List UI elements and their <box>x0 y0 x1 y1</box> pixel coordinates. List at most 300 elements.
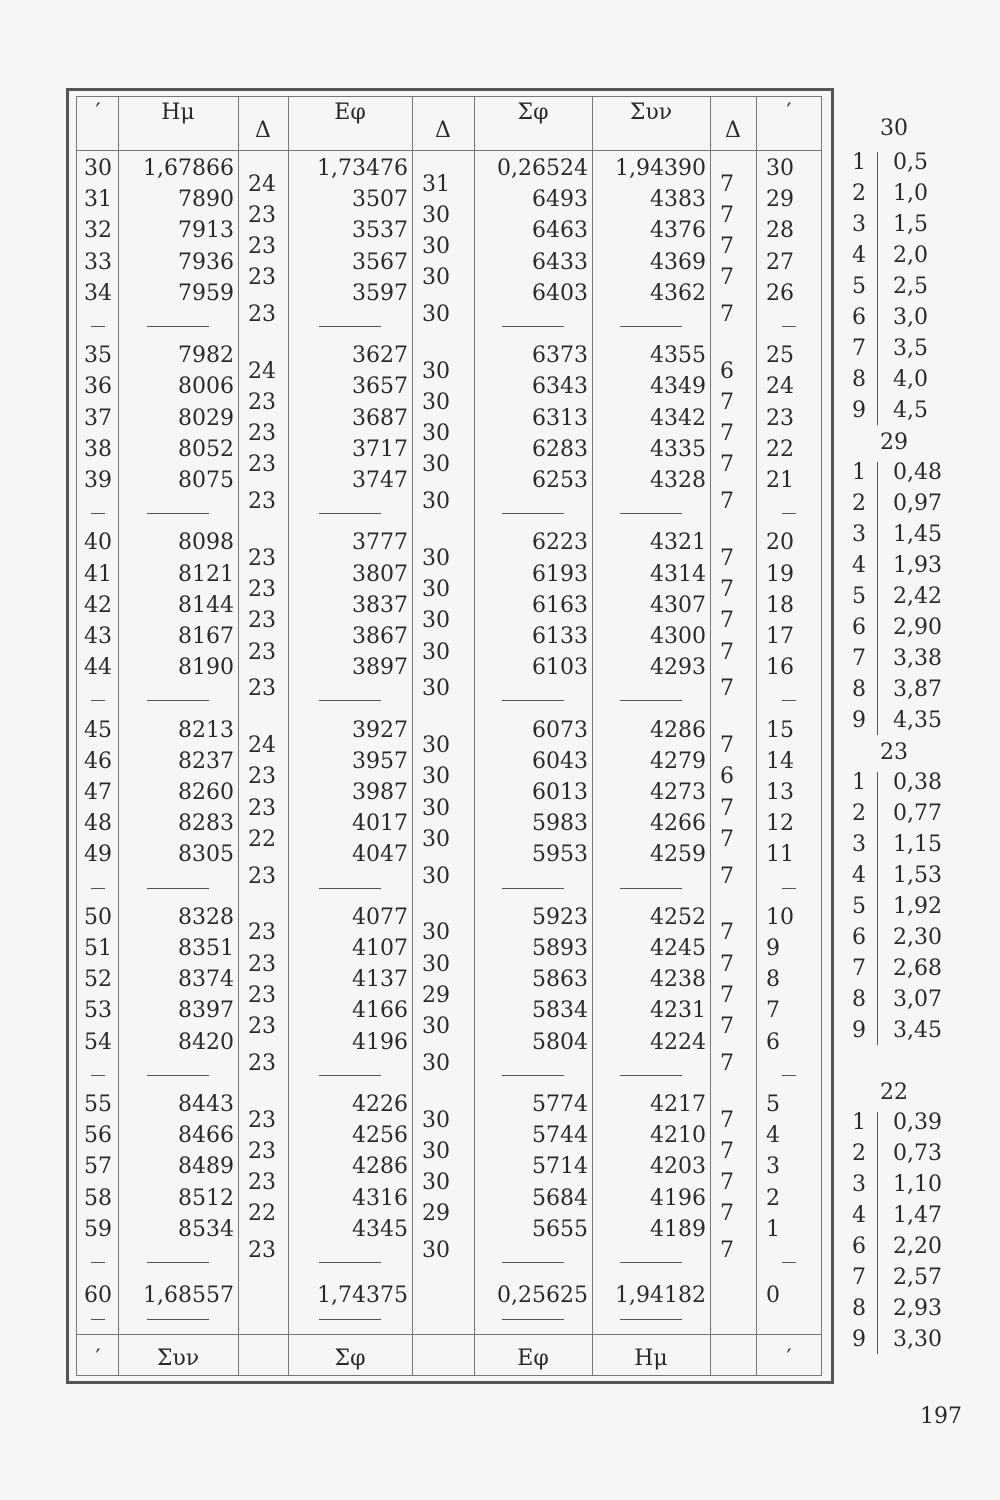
separator-dash <box>91 326 105 327</box>
cosine-value: 4189 <box>650 1216 706 1242</box>
separator-dash <box>502 1262 564 1263</box>
cotangent-value: 6223 <box>532 530 588 556</box>
tangent-difference: 29 <box>422 1201 450 1227</box>
tangent-value: 3507 <box>352 187 408 213</box>
pp-value: 0,73 <box>893 1141 942 1166</box>
cosine-difference: 7 <box>720 1170 734 1195</box>
cosine-value: 4321 <box>650 530 706 556</box>
row-minute-complement: 30 <box>766 156 794 181</box>
separator-dash <box>147 700 209 701</box>
cotangent-value: 6463 <box>532 218 588 244</box>
row-minute: 40 <box>84 530 112 556</box>
row-minute: 31 <box>84 187 112 213</box>
tangent-value: 4047 <box>352 842 408 868</box>
cotangent-value: 6073 <box>532 717 588 743</box>
cotangent-value: 5655 <box>532 1216 588 1242</box>
sine-difference: 23 <box>248 489 276 515</box>
pp-index: 4 <box>852 1203 866 1228</box>
cotangent-value: 6373 <box>532 343 588 369</box>
cosine-difference: 7 <box>720 733 734 759</box>
pp-index: 5 <box>852 894 866 919</box>
cotangent-value: 6313 <box>532 405 588 431</box>
tangent-value: 4196 <box>352 1029 408 1055</box>
sine-difference: 23 <box>248 795 276 821</box>
cotangent-value: 6253 <box>532 468 588 493</box>
tangent-value: 4166 <box>352 998 408 1024</box>
cotangent-value: 5834 <box>532 998 588 1024</box>
separator-dash <box>147 326 209 327</box>
pp-index: 3 <box>852 1172 866 1197</box>
cosine-difference: 7 <box>720 1201 734 1227</box>
pp-index: 9 <box>852 708 866 733</box>
sine-difference: 23 <box>248 920 276 946</box>
tangent-value: 1,73476 <box>317 156 408 181</box>
cosine-difference: 7 <box>720 202 734 228</box>
column-header-top: ′ <box>95 100 101 125</box>
pp-value: 1,45 <box>893 522 942 547</box>
cosine-value: 4376 <box>650 218 706 244</box>
pp-index: 8 <box>852 1296 866 1321</box>
row-minute-complement: 1 <box>766 1216 780 1242</box>
separator-dash <box>502 326 564 327</box>
tangent-value: 3687 <box>352 405 408 431</box>
sine-difference: 23 <box>248 421 276 447</box>
cosine-difference: 7 <box>720 920 734 946</box>
separator-dash <box>319 888 381 889</box>
row-minute-complement: 25 <box>766 343 794 369</box>
pp-value: 2,5 <box>893 274 928 299</box>
cosine-difference: 7 <box>720 234 734 259</box>
cotangent-value: 6283 <box>532 436 588 462</box>
row-minute: 60 <box>84 1283 112 1308</box>
tangent-value: 3537 <box>352 218 408 244</box>
row-minute: 35 <box>84 343 112 369</box>
tangent-value: 4107 <box>352 936 408 961</box>
pp-index: 3 <box>852 832 866 857</box>
column-header-top: Δ <box>255 118 271 143</box>
column-separator <box>474 96 475 1376</box>
cosine-difference: 7 <box>720 421 734 447</box>
tangent-value: 4137 <box>352 967 408 993</box>
pp-index: 6 <box>852 1234 866 1259</box>
cosine-value: 4335 <box>650 436 706 462</box>
row-minute-complement: 17 <box>766 624 794 649</box>
pp-value: 1,93 <box>893 553 942 578</box>
tangent-difference: 30 <box>422 265 450 291</box>
pp-value: 3,5 <box>893 336 928 361</box>
column-header-top: ′ <box>786 100 792 125</box>
tangent-value: 3927 <box>352 717 408 743</box>
tangent-difference: 30 <box>422 421 450 447</box>
separator-dash <box>502 700 564 701</box>
sine-value: 7890 <box>178 187 234 213</box>
cosine-value: 4279 <box>650 748 706 774</box>
cotangent-value: 5983 <box>532 811 588 837</box>
tangent-difference: 30 <box>422 358 450 384</box>
pp-index: 8 <box>852 987 866 1012</box>
cotangent-value: 6193 <box>532 561 588 587</box>
page-number: 197 <box>920 1404 962 1429</box>
sine-value: 1,67866 <box>143 156 234 181</box>
sine-value: 7913 <box>178 218 234 244</box>
cotangent-value: 6343 <box>532 374 588 400</box>
pp-value: 0,48 <box>893 460 942 485</box>
header-rule <box>76 150 822 151</box>
cosine-value: 4349 <box>650 374 706 400</box>
separator-dash <box>319 326 381 327</box>
tangent-difference: 30 <box>422 1238 450 1263</box>
pp-index: 1 <box>852 770 866 795</box>
sine-value: 8420 <box>178 1029 234 1055</box>
sine-difference: 23 <box>248 764 276 790</box>
cosine-value: 1,94182 <box>615 1283 706 1308</box>
cosine-value: 4369 <box>650 249 706 275</box>
sine-value: 1,68557 <box>143 1283 234 1308</box>
pp-value: 3,30 <box>893 1327 942 1352</box>
cosine-difference: 7 <box>720 265 734 291</box>
cosine-value: 4307 <box>650 592 706 618</box>
column-separator <box>756 96 757 1376</box>
cosine-difference: 7 <box>720 676 734 702</box>
tangent-value: 3627 <box>352 343 408 369</box>
tangent-value: 3747 <box>352 468 408 493</box>
pp-value: 1,10 <box>893 1172 942 1197</box>
cosine-difference: 7 <box>720 1238 734 1263</box>
row-minute-complement: 23 <box>766 405 794 431</box>
sine-value: 8006 <box>178 374 234 400</box>
cotangent-value: 6103 <box>532 655 588 681</box>
pp-index: 3 <box>852 522 866 547</box>
cosine-difference: 7 <box>720 1138 734 1164</box>
sine-value: 8190 <box>178 655 234 681</box>
cotangent-value: 6043 <box>532 748 588 774</box>
cosine-value: 4293 <box>650 655 706 681</box>
cosine-value: 4355 <box>650 343 706 369</box>
row-minute: 38 <box>84 436 112 462</box>
tangent-value: 3867 <box>352 624 408 649</box>
pp-value: 3,0 <box>893 305 928 330</box>
pp-value: 0,97 <box>893 491 942 516</box>
sine-value: 8443 <box>178 1092 234 1117</box>
separator-dash <box>782 326 796 327</box>
row-minute-complement: 9 <box>766 936 780 961</box>
row-minute: 47 <box>84 780 112 805</box>
pp-value: 2,20 <box>893 1234 942 1259</box>
tangent-difference: 30 <box>422 795 450 821</box>
sine-value: 7959 <box>178 280 234 306</box>
row-minute: 37 <box>84 405 112 431</box>
tangent-difference: 30 <box>422 489 450 515</box>
tangent-value: 3897 <box>352 655 408 681</box>
pp-index: 6 <box>852 305 866 330</box>
pp-value: 4,5 <box>893 398 928 423</box>
cosine-value: 4362 <box>650 280 706 306</box>
separator-dash <box>147 1075 209 1076</box>
separator-dash <box>620 1075 682 1076</box>
cosine-value: 4286 <box>650 717 706 743</box>
cotangent-value: 0,25625 <box>497 1283 588 1308</box>
pp-rule <box>877 152 878 425</box>
tangent-difference: 30 <box>422 1014 450 1039</box>
row-minute-complement: 14 <box>766 748 794 774</box>
row-minute: 30 <box>84 156 112 181</box>
sine-difference: 23 <box>248 546 276 571</box>
sine-difference: 23 <box>248 1050 276 1076</box>
cotangent-value: 5804 <box>532 1029 588 1055</box>
sine-difference: 23 <box>248 1170 276 1195</box>
separator-dash <box>782 1075 796 1076</box>
pp-index: 7 <box>852 646 866 671</box>
cosine-difference: 7 <box>720 577 734 603</box>
separator-dash <box>147 888 209 889</box>
row-minute-complement: 26 <box>766 280 794 306</box>
pp-value: 2,0 <box>893 243 928 268</box>
tangent-value: 3837 <box>352 592 408 618</box>
cotangent-value: 6013 <box>532 780 588 805</box>
tangent-difference: 30 <box>422 608 450 634</box>
pp-value: 2,57 <box>893 1265 942 1290</box>
cosine-difference: 7 <box>720 546 734 571</box>
cosine-value: 4210 <box>650 1123 706 1149</box>
row-minute: 41 <box>84 561 112 587</box>
sine-value: 8328 <box>178 904 234 930</box>
cotangent-value: 5923 <box>532 904 588 930</box>
cosine-value: 4314 <box>650 561 706 587</box>
column-separator <box>118 96 119 1376</box>
row-minute: 34 <box>84 280 112 306</box>
row-minute-complement: 20 <box>766 530 794 556</box>
sine-difference: 23 <box>248 639 276 665</box>
row-minute-complement: 16 <box>766 655 794 681</box>
separator-dash <box>620 1319 682 1320</box>
row-minute-complement: 2 <box>766 1185 780 1211</box>
row-minute-complement: 24 <box>766 374 794 400</box>
separator-dash <box>502 888 564 889</box>
column-header-top: Δ <box>435 118 451 143</box>
row-minute: 57 <box>84 1154 112 1180</box>
separator-dash <box>782 888 796 889</box>
column-header-top: Σφ <box>517 100 549 125</box>
pp-value: 1,0 <box>893 181 928 206</box>
tangent-difference: 29 <box>422 982 450 1008</box>
sine-value: 8260 <box>178 780 234 805</box>
pp-index: 4 <box>852 243 866 268</box>
cosine-difference: 6 <box>720 764 734 790</box>
tangent-difference: 30 <box>422 1138 450 1164</box>
sine-value: 8052 <box>178 436 234 462</box>
tangent-difference: 30 <box>422 1107 450 1133</box>
separator-dash <box>91 1262 105 1263</box>
pp-value: 3,87 <box>893 677 942 702</box>
sine-difference: 23 <box>248 676 276 702</box>
row-minute: 53 <box>84 998 112 1024</box>
separator-dash <box>319 1075 381 1076</box>
row-minute: 42 <box>84 592 112 618</box>
sine-difference: 24 <box>248 358 276 384</box>
cosine-value: 4252 <box>650 904 706 930</box>
pp-index: 9 <box>852 398 866 423</box>
row-minute-complement: 21 <box>766 468 794 493</box>
pp-index: 7 <box>852 336 866 361</box>
cosine-difference: 7 <box>720 795 734 821</box>
sine-value: 8121 <box>178 561 234 587</box>
sine-value: 8213 <box>178 717 234 743</box>
cotangent-value: 5953 <box>532 842 588 868</box>
column-header-bottom: ′ <box>95 1346 101 1371</box>
cotangent-value: 5714 <box>532 1154 588 1180</box>
pp-index: 7 <box>852 1265 866 1290</box>
tangent-difference: 30 <box>422 452 450 478</box>
tangent-value: 3987 <box>352 780 408 805</box>
sine-value: 8534 <box>178 1216 234 1242</box>
row-minute: 51 <box>84 936 112 961</box>
cosine-value: 4342 <box>650 405 706 431</box>
cosine-value: 4224 <box>650 1029 706 1055</box>
tangent-value: 3957 <box>352 748 408 774</box>
pp-value: 2,30 <box>893 925 942 950</box>
pp-index: 5 <box>852 274 866 299</box>
sine-difference: 23 <box>248 951 276 977</box>
separator-dash <box>502 1075 564 1076</box>
separator-dash <box>91 513 105 514</box>
cosine-difference: 7 <box>720 1014 734 1039</box>
tangent-value: 4286 <box>352 1154 408 1180</box>
separator-dash <box>319 1319 381 1320</box>
row-minute-complement: 29 <box>766 187 794 213</box>
sine-value: 7982 <box>178 343 234 369</box>
pp-index: 2 <box>852 1141 866 1166</box>
cosine-difference: 7 <box>720 390 734 415</box>
sine-difference: 23 <box>248 265 276 291</box>
row-minute-complement: 19 <box>766 561 794 587</box>
cosine-difference: 7 <box>720 639 734 665</box>
cotangent-value: 6403 <box>532 280 588 306</box>
sine-value: 8351 <box>178 936 234 961</box>
column-header-top: Ημ <box>161 100 195 125</box>
row-minute: 45 <box>84 717 112 743</box>
pp-value: 1,5 <box>893 212 928 237</box>
column-separator <box>710 96 711 1376</box>
row-minute: 36 <box>84 374 112 400</box>
sine-difference: 22 <box>248 1201 276 1227</box>
cosine-difference: 7 <box>720 608 734 634</box>
row-minute-complement: 10 <box>766 904 794 930</box>
pp-index: 8 <box>852 677 866 702</box>
column-separator <box>592 96 593 1376</box>
tangent-value: 1,74375 <box>317 1283 408 1308</box>
pp-index: 7 <box>852 956 866 981</box>
column-header-top: Συν <box>629 100 673 125</box>
sine-difference: 23 <box>248 1107 276 1133</box>
pp-value: 4,0 <box>893 367 928 392</box>
sine-value: 8489 <box>178 1154 234 1180</box>
pp-index: 2 <box>852 181 866 206</box>
row-minute: 56 <box>84 1123 112 1149</box>
tangent-difference: 30 <box>422 234 450 259</box>
separator-dash <box>620 1262 682 1263</box>
pp-index: 8 <box>852 367 866 392</box>
sine-value: 8512 <box>178 1185 234 1211</box>
separator-dash <box>91 1319 105 1320</box>
row-minute-complement: 28 <box>766 218 794 244</box>
pp-index: 2 <box>852 491 866 516</box>
row-minute-complement: 5 <box>766 1092 780 1117</box>
pp-rule <box>877 462 878 735</box>
cosine-difference: 7 <box>720 1050 734 1076</box>
tangent-difference: 30 <box>422 202 450 228</box>
separator-dash <box>620 888 682 889</box>
cosine-difference: 7 <box>720 489 734 515</box>
tangent-value: 3657 <box>352 374 408 400</box>
separator-dash <box>782 1262 796 1263</box>
pp-index: 9 <box>852 1327 866 1352</box>
pp-index: 1 <box>852 1110 866 1135</box>
cotangent-value: 6433 <box>532 249 588 275</box>
tangent-value: 3567 <box>352 249 408 275</box>
pp-value: 3,07 <box>893 987 942 1012</box>
row-minute: 55 <box>84 1092 112 1117</box>
row-minute-complement: 8 <box>766 967 780 993</box>
tangent-value: 4077 <box>352 904 408 930</box>
cosine-difference: 7 <box>720 982 734 1008</box>
pp-value: 4,35 <box>893 708 942 733</box>
cosine-value: 4238 <box>650 967 706 993</box>
row-minute: 50 <box>84 904 112 930</box>
tangent-value: 4256 <box>352 1123 408 1149</box>
separator-dash <box>91 1075 105 1076</box>
column-header-bottom: Εφ <box>517 1346 549 1371</box>
row-minute: 44 <box>84 655 112 681</box>
pp-value: 3,45 <box>893 1018 942 1043</box>
sine-value: 8098 <box>178 530 234 556</box>
pp-header: 30 <box>880 116 908 141</box>
row-minute-complement: 4 <box>766 1123 780 1149</box>
pp-value: 2,90 <box>893 615 942 640</box>
row-minute: 39 <box>84 468 112 493</box>
cosine-difference: 7 <box>720 302 734 327</box>
tangent-difference: 30 <box>422 1050 450 1076</box>
separator-dash <box>502 513 564 514</box>
separator-dash <box>91 700 105 701</box>
row-minute: 49 <box>84 842 112 868</box>
separator-dash <box>620 700 682 701</box>
cosine-value: 4266 <box>650 811 706 837</box>
pp-value: 1,15 <box>893 832 942 857</box>
cosine-difference: 7 <box>720 863 734 889</box>
separator-dash <box>620 326 682 327</box>
tangent-difference: 30 <box>422 951 450 977</box>
row-minute-complement: 18 <box>766 592 794 618</box>
pp-index: 6 <box>852 925 866 950</box>
separator-dash <box>319 700 381 701</box>
sine-value: 8167 <box>178 624 234 649</box>
pp-index: 3 <box>852 212 866 237</box>
row-minute: 48 <box>84 811 112 837</box>
separator-dash <box>782 700 796 701</box>
pp-value: 0,5 <box>893 150 928 175</box>
tangent-difference: 30 <box>422 920 450 946</box>
sine-difference: 23 <box>248 452 276 478</box>
row-minute: 32 <box>84 218 112 244</box>
column-header-bottom: Σφ <box>334 1346 366 1371</box>
sine-value: 8397 <box>178 998 234 1024</box>
pp-header: 22 <box>880 1080 908 1105</box>
footer-rule <box>76 1334 822 1335</box>
tangent-difference: 30 <box>422 302 450 327</box>
sine-value: 8283 <box>178 811 234 837</box>
sine-value: 8029 <box>178 405 234 431</box>
row-minute-complement: 27 <box>766 249 794 275</box>
